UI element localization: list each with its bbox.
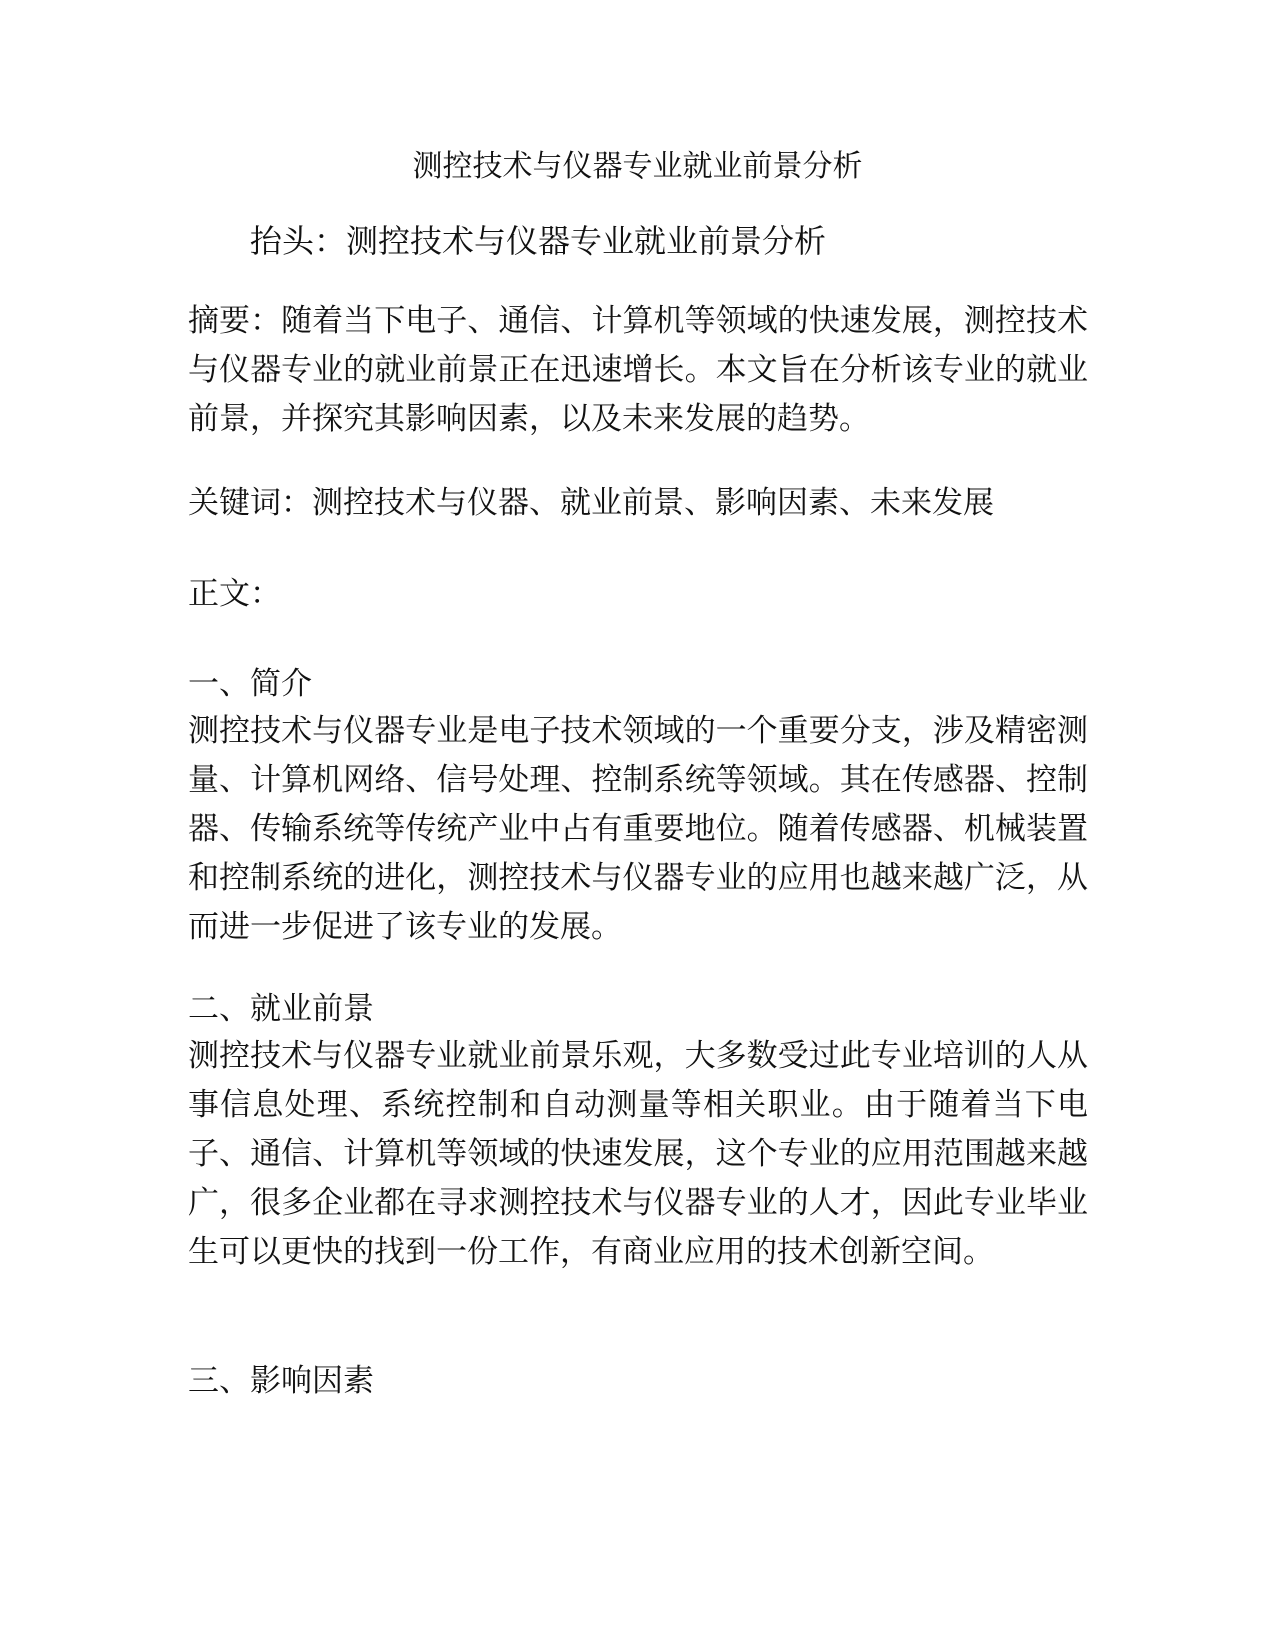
section-heading-employment: 二、就业前景 [188, 991, 374, 1027]
section-paragraph-employment: 测控技术与仪器专业就业前景乐观，大多数受过此专业培训的人从事信息处理、系统控制和自动测量等相关职业。由于随着当下电子、通信、计算机等领域的快速发展，这个专业的应用范围越来越广，很多企业都在寻求测控技术与仪器专业的人才，因此专业毕业生可以更快的找到一份工作，有商业应用的技术创新空间。 [188, 1038, 1088, 1270]
header-line: 抬头：测控技术与仪器专业就业前景分析 [250, 222, 827, 260]
section-paragraph-intro: 测控技术与仪器专业是电子技术领域的一个重要分支，涉及精密测量、计算机网络、信号处理、控制系统等领域。其在传感器、控制器、传输系统等传统产业中占有重要地位。随着传感器、机械装置和控制系统的进化，测控技术与仪器专业的应用也越来越广泛，从而进一步促进了该专业的发展。 [188, 713, 1088, 945]
body-label: 正文： [188, 576, 281, 612]
document-title: 测控技术与仪器专业就业前景分析 [412, 149, 863, 184]
section-heading-intro: 一、简介 [188, 666, 312, 702]
section-heading-factors: 三、影响因素 [188, 1363, 374, 1399]
abstract-paragraph: 摘要：随着当下电子、通信、计算机等领域的快速发展，测控技术与仪器专业的就业前景正在迅速增长。本文旨在分析该专业的就业前景，并探究其影响因素，以及未来发展的趋势。 [188, 303, 1088, 437]
keywords-line: 关键词：测控技术与仪器、就业前景、影响因素、未来发展 [188, 485, 994, 521]
